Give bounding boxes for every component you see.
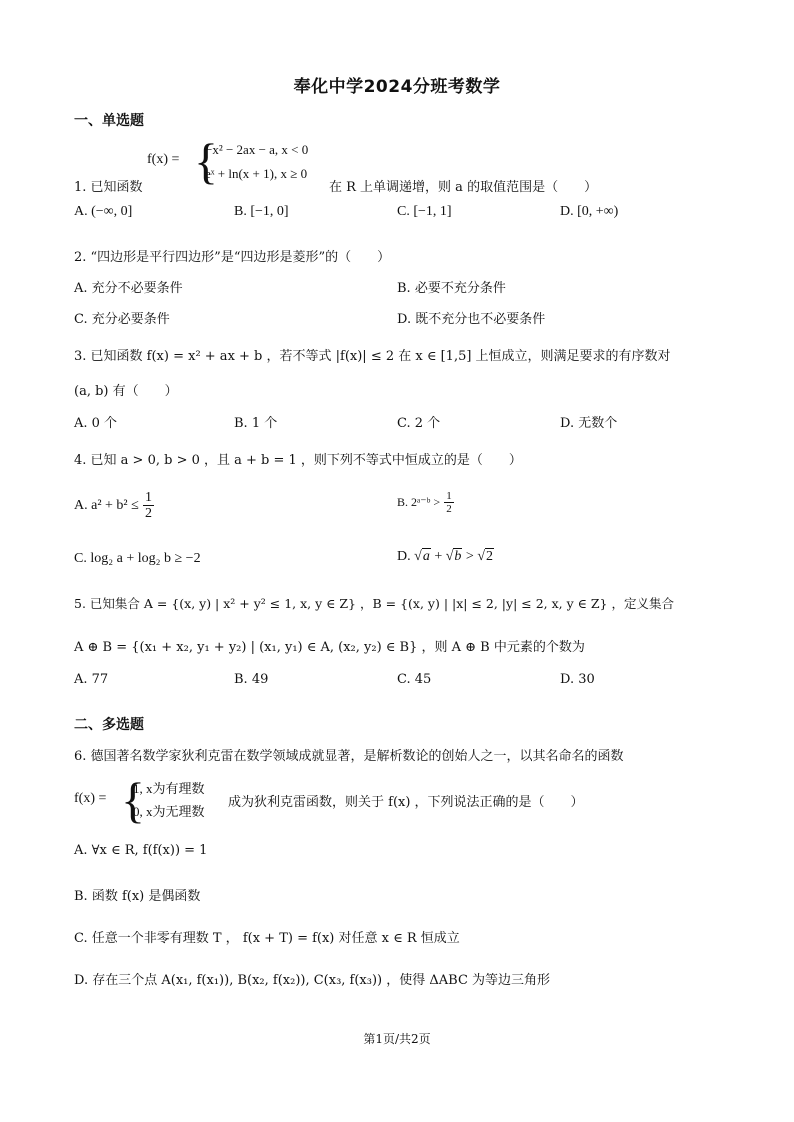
q4-sqrt-2: 2 — [486, 549, 493, 564]
q5-option-a: A. 77 — [74, 672, 109, 687]
q3-option-b: B. 1 个 — [234, 416, 278, 431]
sqrt-sign: √ — [414, 549, 422, 564]
q6-option-c: C. 任意一个非零有理数 T ， f(x + T) = f(x) 对任意 x ∈ R 恒成立 — [74, 931, 460, 946]
q4-option-a-fraction — [143, 490, 154, 521]
page-footer: 第1页/共2页 — [363, 1032, 431, 1046]
q2-option-a: A. 充分不必要条件 — [74, 281, 183, 296]
q1-suffix: 在 R 上单调递增，则 a 的取值范围是（ ） — [329, 180, 598, 195]
q6-option-d: D. 存在三个点 A(x₁, f(x₁)), B(x₂, f(x₂)), C(x₃, f(x₃)) ，使得 ΔABC 为等边三角形 — [74, 973, 551, 988]
q4-option-b-text: B. 2ᵃ⁻ᵇ > — [397, 495, 441, 509]
q2-option-d: D. 既不充分也不必要条件 — [397, 312, 546, 327]
q4-option-b-fraction — [444, 490, 454, 515]
q6-option-a: A. ∀x ∈ R, f(f(x)) = 1 — [74, 843, 208, 858]
sqrt-sign: √ — [445, 549, 454, 564]
q1-option-a: A. (−∞, 0] — [74, 204, 133, 219]
q5-option-d: D. 30 — [560, 672, 595, 687]
sqrt-sign: √ — [477, 549, 485, 564]
q5-option-b: B. 49 — [234, 672, 269, 687]
q4-stem: 4. 已知 a > 0, b > 0 ，且 a + b = 1 ，则下列不等式中恒成立的是（ ） — [74, 453, 522, 468]
q4-greater: > — [462, 549, 478, 564]
q2-option-b: B. 必要不充分条件 — [397, 281, 506, 296]
q4-option-d-label: D. — [397, 549, 411, 564]
q1-piece-1: −x² − 2ax − a, x < 0 — [205, 142, 309, 157]
fraction-denominator: 2 — [446, 503, 452, 515]
q1-prefix: 1. 已知函数 — [74, 180, 143, 195]
q4-option-b — [397, 490, 454, 515]
q4-option-d — [397, 549, 494, 565]
page-title: 奉化中学2024分班考数学 — [293, 77, 501, 97]
q1-function-label: f(x) = — [147, 152, 180, 167]
fraction-numerator: 1 — [446, 490, 452, 502]
q3-option-d: D. 无数个 — [560, 416, 618, 431]
q1-piece-2: eˣ + ln(x + 1), x ≥ 0 — [205, 166, 308, 181]
q5-option-c: C. 45 — [397, 672, 432, 687]
q2-option-c: C. 充分必要条件 — [74, 312, 170, 327]
q3-option-c: C. 2 个 — [397, 416, 441, 431]
q6-stem-suffix: 成为狄利克雷函数，则关于 f(x) ，下列说法正确的是（ ） — [228, 795, 584, 810]
q6-function-label: f(x) = — [74, 791, 107, 806]
q1-option-c: C. [−1, 1] — [397, 204, 452, 219]
q6-piece-1: 1, x为有理数 — [133, 781, 205, 796]
q1-option-b: B. [−1, 0] — [234, 204, 289, 219]
q4-sqrt-a: a — [422, 549, 430, 564]
q4-option-a-text: A. a² + b² ≤ — [74, 498, 139, 513]
q1-option-d: D. [0, +∞) — [560, 204, 619, 219]
q2-stem: 2. “四边形是平行四边形”是“四边形是菱形”的（ ） — [74, 250, 391, 265]
q5-stem-line-2: A ⊕ B = {(x₁ + x₂, y₁ + y₂) | (x₁, y₁) ∈ A, (x₂, y₂) ∈ B} ，则 A ⊕ B 中元素的个数为 — [74, 640, 585, 655]
q6-piecewise-brace: { — [121, 772, 145, 828]
q4-option-a — [74, 490, 154, 521]
fraction-numerator: 1 — [144, 490, 152, 505]
q4-sqrt-b: b — [454, 549, 462, 564]
section-heading-single-choice: 一、单选题 — [74, 113, 144, 129]
section-heading-multiple-choice: 二、多选题 — [74, 717, 144, 733]
q1-piecewise-brace: { — [194, 133, 218, 189]
q4-plus: + — [430, 549, 446, 564]
q3-option-a: A. 0 个 — [74, 416, 118, 431]
q6-piece-2: 0, x为无理数 — [133, 804, 205, 819]
q3-stem-line-2: (a, b) 有（ ） — [74, 384, 178, 399]
q3-stem-line-1: 3. 已知函数 f(x) = x² + ax + b ，若不等式 |f(x)| ≤ 2 在 x ∈ [1,5] 上恒成立，则满足要求的有序数对 — [74, 349, 671, 364]
q6-option-b: B. 函数 f(x) 是偶函数 — [74, 889, 201, 904]
q6-stem-line-1: 6. 德国著名数学家狄利克雷在数学领域成就显著，是解析数论的创始人之一，以其名命名的函数 — [74, 749, 624, 764]
q4-option-c: C. log₂ a + log₂ b ≥ −2 — [74, 551, 201, 566]
fraction-denominator: 2 — [144, 506, 152, 521]
q5-stem-line-1: 5. 已知集合 A = {(x, y) | x² + y² ≤ 1, x, y ∈ Z} ，B = {(x, y) | |x| ≤ 2, |y| ≤ 2, x, y ∈ Z} ，定义集合 — [74, 596, 674, 611]
